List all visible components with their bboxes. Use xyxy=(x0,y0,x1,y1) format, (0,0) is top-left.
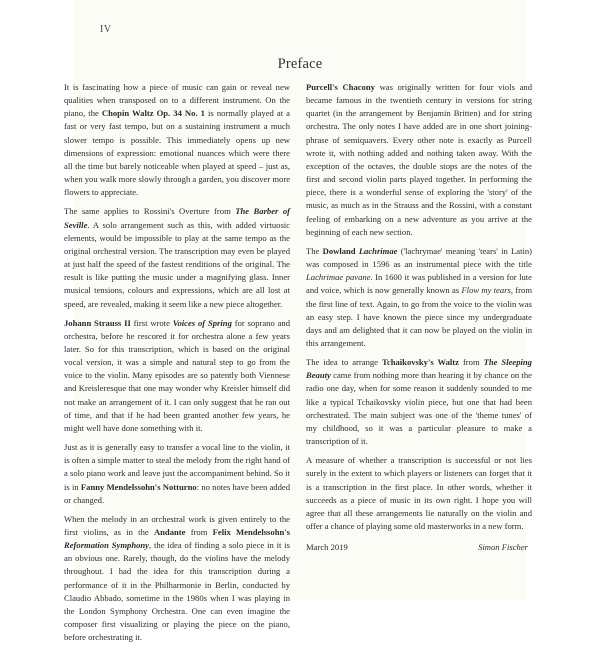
date: March 2019 xyxy=(306,542,348,553)
work-title: Purcell's Chacony xyxy=(306,82,375,92)
text: Just as it is generally easy to transfer a vocal line to the violin, it is often a simple matter to steal the melody from the right hand of a solo piano work and leave just the accompaniment behind. So it is in xyxy=(64,442,291,492)
text: for soprano and orchestra, before he rescored it for orchestra alone a few years later. So for this transcription, which is based on the original vocal version, it was a simple and natural step to go from the voice to the violin. Many episodes are so patently both Viennese and Kreisleresque that one may wonder why Kreisler himself did not make an arrangement of it. I can only suggest that he ran out of time, and that if he had been granted another few years, he might well have done something with it. xyxy=(64,317,291,433)
text: The idea to arrange xyxy=(306,357,382,368)
work-title: The Sleeping Beauty xyxy=(306,357,532,381)
work-title: Tchaikovsky's Waltz xyxy=(381,357,459,368)
text: . In 1600 it was published in a version for lute and voice, which is now generally known as xyxy=(306,272,532,296)
text: . A solo arrangement such as this, with added virtuosic elements, would be impossible to play at the same tempo as the original orchestral version. The transcription may even be played at just half the speed of the fastest renditions of the original. The result is like putting the music under a magnifying glass. Inner musical tensions, colours and expressions, which are all lost at speed, are revealed, making it seem like a new piece altogether. xyxy=(64,219,290,309)
work-title: The Barber of Seville xyxy=(64,206,290,230)
text: came from nothing more than hearing it by chance on the radio one day, when for some reason it suddenly sounded to me like a typical Tchaikovsky violin piece, but one that had been orchestrated. The main subject was one of the 'theme tunes' of my childhood, so it was a particular pleasure to make a transcription of it. xyxy=(306,370,532,447)
work-title: Lachrimae pavane xyxy=(306,272,371,283)
text: , the idea of finding a solo piece in it is an obvious one. Rarely, though, do the violins have the melody throughout. I had the idea for this transcription during a performance of it in the Philharmonie in Berlin, conducted by Claudio Abbado, sometime in the 1980s when I was playing in the London Symphony Orchestra. One can even imagine the composer first visualizing or playing the piece on the piano, before orchestrating it. xyxy=(64,540,291,643)
text: When the melody in an orchestral work is given entirely to the first violins, as in the xyxy=(64,513,290,537)
text: ('lachrymae' meaning 'tears' in Latin) was composed in 1596 as an instrumental piece with the title xyxy=(306,245,532,270)
text: from xyxy=(185,527,213,537)
work-title: Flow my tears xyxy=(461,285,511,296)
work-title: Voices of Spring xyxy=(172,317,232,328)
work-title: Fanny Mendelssohn's Notturno xyxy=(80,481,197,492)
author-signature: Simon Fischer xyxy=(478,542,528,553)
paragraph-dowland xyxy=(306,245,532,350)
work-title: Lachrimae xyxy=(358,245,398,256)
composer-name: Dowland xyxy=(322,245,356,256)
text: : no notes have been added or changed. xyxy=(64,481,291,505)
text: , from the first line of text. Again, to go from the voice to the violin was an easy step. I have known the piece since my undergraduate days and am delighted that it can now be played on the violin in this arrangement. xyxy=(306,285,533,348)
paragraph-tchaikovsky xyxy=(306,356,532,448)
text: The same applies to Rossini's Overture from xyxy=(64,206,236,217)
paragraph-felix-mendelssohn xyxy=(64,513,290,645)
paragraph-purcell xyxy=(306,81,532,239)
paragraph-rossini xyxy=(64,205,290,310)
text: The xyxy=(306,245,323,256)
work-title: Andante xyxy=(153,527,186,537)
work-title: Chopin Waltz Op. 34 No. 1 xyxy=(101,108,205,119)
text: is normally played at a fast or very fast tempo, but on a sustaining instrument a much slower tempo is possible. This immediately opens up new dimensions of expression: emotional nuances which were there all the time but barely noticeable when played at speed – just as, when you walk more slowly through a garden, you discover more flowers to appreciate. xyxy=(64,108,291,198)
text: A measure of whether a transcription is successful or not lies surely in the extent to which players or listeners can forget that it is a transcription in the first place. In other words, whether it succeeds as a piece of music in its own right. I hope you will agree that all these arrangements lie naturally on the violin and offer a chance of playing some old masterworks in a new form. xyxy=(306,455,532,531)
composer-name: Johann Strauss II xyxy=(64,317,131,328)
paragraph-chopin xyxy=(64,81,290,199)
page-number: IV xyxy=(100,24,112,35)
document-page xyxy=(64,0,533,643)
text: It is fascinating how a piece of music can gain or reveal new qualities when transposed on to a different instrument. On the piano, the xyxy=(64,82,290,119)
paragraph-strauss xyxy=(64,317,290,435)
text: from xyxy=(458,357,484,368)
signature-row xyxy=(306,541,532,554)
text: first wrote xyxy=(130,317,173,328)
composer-name: Felix Mendelssohn's xyxy=(212,527,290,537)
right-column xyxy=(306,81,532,554)
work-title: Reformation Symphony xyxy=(64,540,149,551)
page-title: Preface xyxy=(277,56,323,72)
paragraph-fanny-mendelssohn xyxy=(64,441,290,507)
paragraph-conclusion xyxy=(306,454,532,533)
text: was originally written for four viols and became famous in the twentieth century in versions for string quartet (in the arrangement by Benjamin Britten) and for string orchestra. The only notes I have added are in one short joining-phrase of semiquavers. Every other note is exactly as Purcell wrote it, with nothing added and nothing taken away. With the exception of the octaves, the double stops are the notes of the first and second violin parts played together. In performing the piece, there is a wonderful sense of exploring the 'story' of the music, as much as in the Strauss and the Rossini, with a constant feeling of embarking on a new adventure as you arrive at the beginning of each new section. xyxy=(306,82,532,237)
left-column xyxy=(64,81,290,650)
